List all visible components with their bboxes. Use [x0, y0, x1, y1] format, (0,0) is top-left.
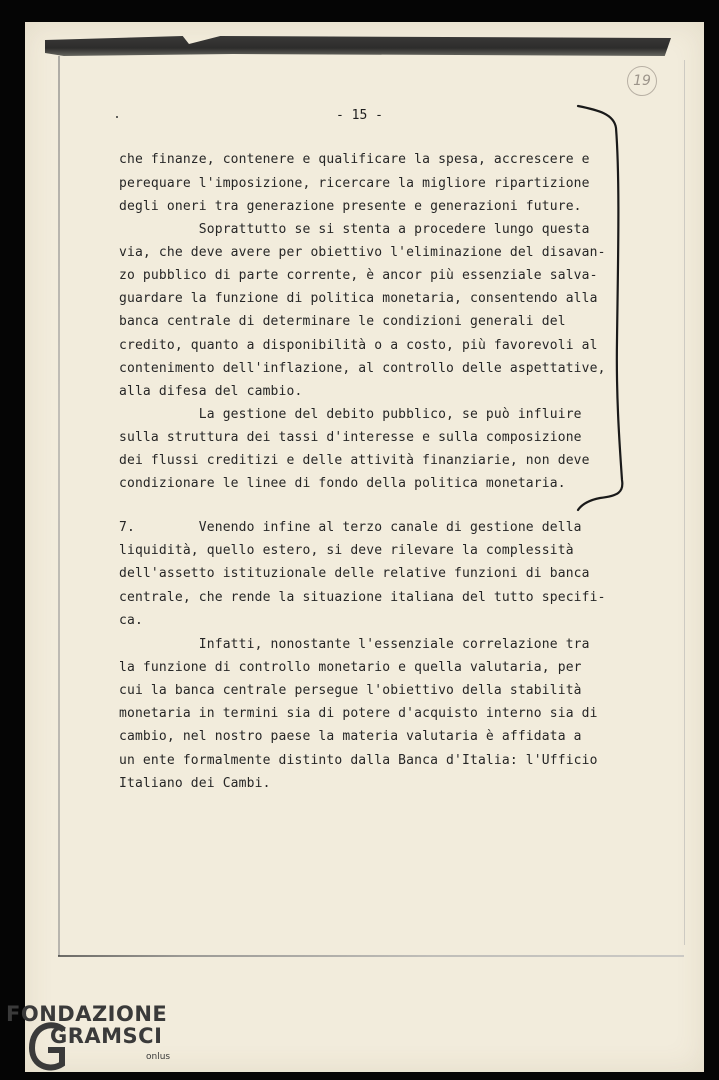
- text-line: Italiano dei Cambi.: [119, 776, 271, 791]
- text-line: contenimento dell'inflazione, al controllo delle aspettative,: [119, 361, 606, 376]
- text-line: centrale, che rende la situazione italiana del tutto specifi-: [119, 590, 606, 605]
- text-line: zo pubblico di parte corrente, è ancor più essenziale salva-: [119, 268, 598, 283]
- text-line: 7. Venendo infine al terzo canale di gestione della: [119, 520, 582, 535]
- text-line: la funzione di controllo monetario e quella valutaria, per: [119, 660, 582, 675]
- text-line: ca.: [119, 613, 143, 628]
- text-line: cambio, nel nostro paese la materia valutaria è affidata a: [119, 729, 582, 744]
- text-line: dell'assetto istituzionale delle relative funzioni di banca: [119, 566, 590, 581]
- text-line: Infatti, nonostante l'essenziale correlazione tra: [119, 637, 590, 652]
- text-line: Soprattutto se si stenta a procedere lungo questa: [119, 222, 590, 237]
- watermark-line2: GRAMSCI: [50, 1024, 163, 1048]
- photocopy-top-band: [45, 36, 671, 56]
- text-line: guardare la funzione di politica monetaria, consentendo alla: [119, 291, 598, 306]
- text-line: credito, quanto a disponibilità o a costo, più favorevoli al: [119, 338, 598, 353]
- fondazione-gramsci-watermark: [6, 1002, 196, 1076]
- text-line: che finanze, contenere e qualificare la spesa, accrescere e: [119, 152, 590, 167]
- text-line: alla difesa del cambio.: [119, 384, 303, 399]
- text-line: banca centrale di determinare le condizioni generali del: [119, 314, 566, 329]
- handwritten-bracket-mark: [570, 100, 640, 515]
- text-line: cui la banca centrale persegue l'obiettivo della stabilità: [119, 683, 582, 698]
- text-line: liquidità, quello estero, si deve rilevare la complessità: [119, 543, 574, 558]
- photocopy-left-edge: [58, 56, 60, 956]
- text-line: monetaria in termini sia di potere d'acquisto interno sia di: [119, 706, 598, 721]
- archive-page-stamp: 19: [627, 66, 657, 96]
- text-line: degli oneri tra generazione presente e generazioni future.: [119, 199, 582, 214]
- text-line: La gestione del debito pubblico, se può influire: [119, 407, 582, 422]
- photocopy-bottom-edge: [58, 955, 684, 957]
- page-number: - 15 -: [336, 108, 383, 123]
- text-line: via, che deve avere per obiettivo l'eliminazione del disavan-: [119, 245, 606, 260]
- watermark-line1: FONDAZIONE: [6, 1002, 168, 1026]
- text-line: condizionare le linee di fondo della politica monetaria.: [119, 476, 566, 491]
- text-line: perequare l'imposizione, ricercare la migliore ripartizione: [119, 176, 590, 191]
- text-line: un ente formalmente distinto dalla Banca d'Italia: l'Ufficio: [119, 753, 598, 768]
- watermark-line3: onlus: [146, 1052, 171, 1062]
- photocopy-right-edge: [684, 60, 685, 945]
- text-line: dei flussi creditizi e delle attività finanziarie, non deve: [119, 453, 590, 468]
- text-line: sulla struttura dei tassi d'interesse e sulla composizione: [119, 430, 582, 445]
